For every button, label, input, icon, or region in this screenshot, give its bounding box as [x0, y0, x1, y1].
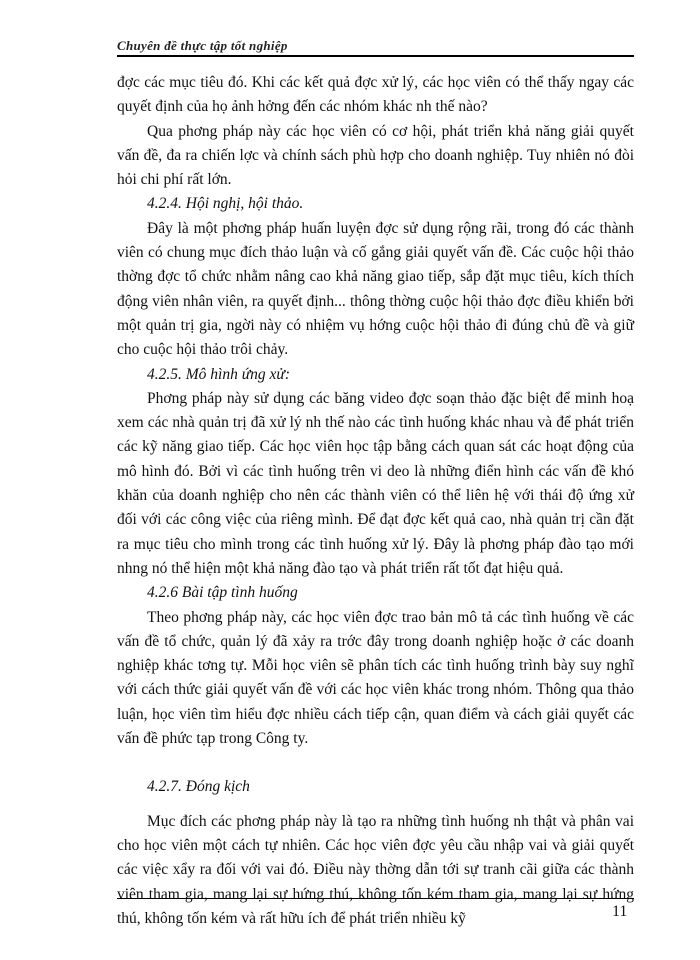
paragraph-role-play: Mục đích các phơng pháp này là tạo ra những tình huống nh thật và phân vai cho học viên một cách tự nhiên. Các học viên đợc yêu cầu nhập vai và giải quyết các việc xẩy ra đối với vai đó. Điều này thờng dẫn tới sự tranh cãi giữa các thành viên tham gia, mang lại sự hứng thú, không tốn kém tham gia, mang lại sự hứng thú, không tốn kém và rất hữu ích để phát triển nhiều kỹ [117, 812, 634, 927]
paragraph-case-study: Theo phơng pháp này, các học viên đợc trao bản mô tả các tình huống về các vấn đề tổ chức, quản lý đã xảy ra trớc đây trong doanh nghiệp hoặc ở các doanh nghiệp khác tơng tự. Mỗi học viên sẽ phân tích các tình huống trình bày suy nghĩ với cách thức giải quyết vấn đề với các học viên khác trong nhóm. Thông qua thảo luận, học viên tìm hiểu đợc nhiều cách tiếp cận, quan điểm và cách giải quyết các vấn đề phức tạp trong Công ty. [117, 608, 634, 748]
footer-rule [117, 898, 634, 899]
paragraph-continued: đợc các mục tiêu đó. Khi các kết quả đợc xử lý, các học viên có thể thấy ngay các quyết định của họ ảnh hởng đến các nhóm khác nh thế nào? [117, 74, 634, 116]
paragraph-conference: Đây là một phơng pháp huấn luyện đợc sử dụng rộng rãi, trong đó các thành viên có chung mục đích thảo luận và cố gắng giải quyết vấn đề. Các cuộc hội thảo thờng đợc tổ chức nhằm nâng cao khả năng giao tiếp, sắp đặt mục tiêu, kích thích động viên nhân viên, ra quyết định... thông thờng cuộc hội thảo đợc điều khiển bởi một quản trị gia, ngời này có nhiệm vụ hớng cuộc hội thảo đi đúng chủ đề và giữ cho cuộc hội thảo trôi chảy. [117, 219, 634, 359]
section-heading-4-2-7: 4.2.7. Đóng kịch [147, 778, 250, 796]
paragraph-gap [117, 751, 634, 775]
paragraph-gap [117, 800, 634, 810]
page-number: 11 [612, 903, 628, 920]
section-heading-4-2-4: 4.2.4. Hội nghị, hội thảo. [147, 195, 304, 213]
section-heading-4-2-6: 4.2.6 Bài tập tình huống [147, 584, 298, 602]
paragraph-behavior-model: Phơng pháp này sử dụng các băng video đợc soạn thảo đặc biệt để minh hoạ xem các nhà quản trị đã xử lý nh thế nào các tình huống khác nhau và để phát triển các kỹ năng giao tiếp. Các học viên học tập bằng cách quan sát các hoạt động của mô hình đó. Bởi vì các tình huống trên vi deo là những điển hình các vấn đề khó khăn của doanh nghiệp cho nên các thành viên có thể liên hệ với thái độ ứng xử đối với các công việc của riêng mình. Để đạt đợc kết quả cao, nhà quản trị cần đặt ra mục tiêu cho mình trong các tình huống xử lý. Đây là phơng pháp đào tạo mới nhng nó thể hiện một khả năng đào tạo và phát triển rất tốt đạt hiệu quả. [117, 389, 634, 577]
running-header: Chuyên đề thực tập tốt nghiệp [117, 38, 288, 53]
paragraph-simulation-summary: Qua phơng pháp này các học viên có cơ hội, phát triển khả năng giải quyết vấn đề, đa ra chiến lợc và chính sách phù hợp cho doanh nghiệp. Tuy nhiên nó đòi hỏi chi phí rất lớn. [117, 122, 634, 189]
body-text [117, 71, 634, 931]
section-heading-4-2-5: 4.2.5. Mô hình ứng xử: [147, 365, 291, 383]
header-rule [117, 55, 634, 57]
